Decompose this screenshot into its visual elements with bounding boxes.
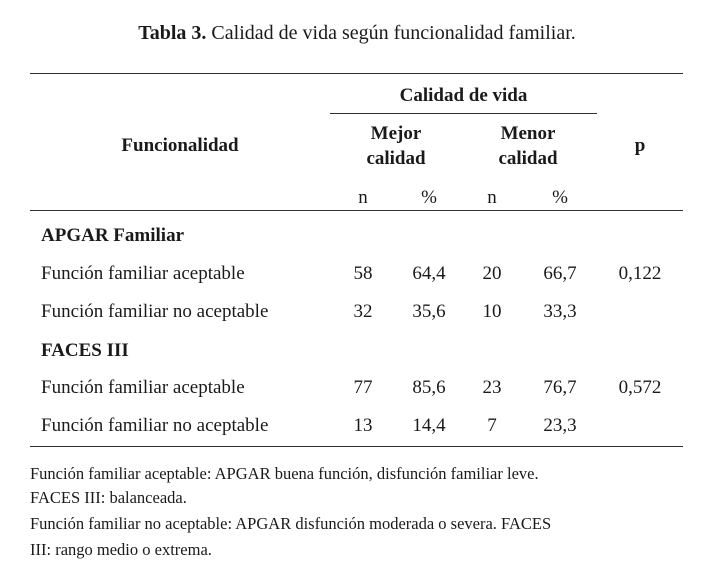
header-n-mejor: n	[358, 187, 368, 208]
section-title-apgar: APGAR Familiar	[41, 225, 185, 246]
cell-n-menor: 7	[487, 415, 497, 436]
row-label: Función familiar no aceptable	[41, 301, 269, 322]
caption-label: Tabla 3.	[138, 22, 207, 44]
header-mejor-line2: calidad	[366, 148, 426, 169]
cell-p: 0,122	[618, 263, 662, 284]
caption-text: Calidad de vida según funcionalidad familiar.	[211, 22, 576, 44]
cell-p: 0,572	[618, 377, 662, 398]
header-group-rule	[330, 113, 597, 114]
header-n-menor: n	[487, 187, 497, 208]
cell-pct-mejor: 14,4	[412, 415, 446, 436]
header-funcionalidad: Funcionalidad	[121, 135, 239, 156]
cell-pct-mejor: 64,4	[412, 263, 446, 284]
footnote-line-1: Función familiar aceptable: APGAR buena función, disfunción familiar leve.	[30, 464, 539, 483]
row-label: Función familiar aceptable	[41, 263, 245, 284]
table-bottom-rule	[30, 446, 683, 447]
cell-n-mejor: 77	[353, 377, 373, 398]
footnote-line-4: III: rango medio o extrema.	[30, 540, 212, 559]
cell-n-mejor: 32	[353, 301, 373, 322]
footnote-line-2: FACES III: balanceada.	[30, 488, 187, 507]
header-p: p	[634, 135, 646, 156]
cell-n-mejor: 13	[353, 415, 373, 436]
footnote-line-3: Función familiar no aceptable: APGAR disfunción moderada o severa. FACES	[30, 514, 552, 533]
cell-pct-menor: 76,7	[543, 377, 577, 398]
header-pct-mejor: %	[421, 187, 437, 208]
cell-n-menor: 23	[482, 377, 502, 398]
table-caption	[0, 20, 714, 46]
header-calidad-de-vida: Calidad de vida	[399, 85, 528, 106]
cell-pct-menor: 23,3	[543, 415, 577, 436]
cell-n-menor: 20	[482, 263, 502, 284]
cell-n-mejor: 58	[353, 263, 373, 284]
header-menor-line2: calidad	[498, 148, 558, 169]
table-top-rule	[30, 73, 683, 74]
section-title-faces: FACES III	[41, 340, 129, 361]
cell-pct-mejor: 35,6	[412, 301, 446, 322]
row-label: Función familiar aceptable	[41, 377, 245, 398]
row-label: Función familiar no aceptable	[41, 415, 269, 436]
table-header-rule	[30, 210, 683, 211]
cell-pct-menor: 66,7	[543, 263, 577, 284]
cell-pct-menor: 33,3	[543, 301, 577, 322]
cell-n-menor: 10	[482, 301, 502, 322]
cell-pct-mejor: 85,6	[412, 377, 446, 398]
header-menor-line1: Menor	[500, 123, 556, 144]
header-mejor-line1: Mejor	[370, 123, 422, 144]
header-pct-menor: %	[552, 187, 568, 208]
